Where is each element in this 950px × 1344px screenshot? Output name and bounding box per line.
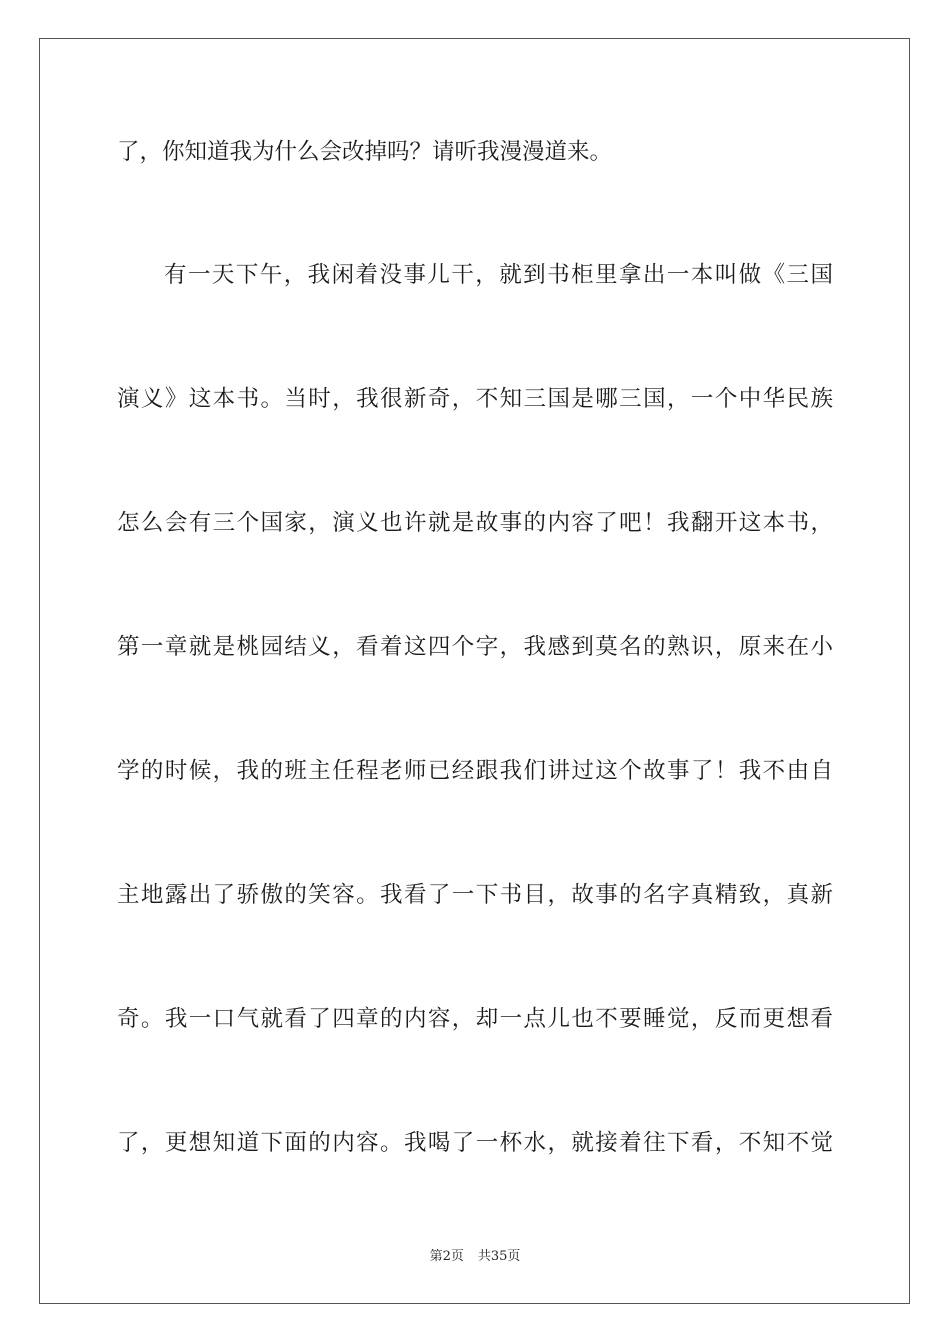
text-line-1: 了，你知道我为什么会改掉吗？请听我漫漫道来。: [117, 139, 613, 165]
text-line-9: 了，更想知道下面的内容。我喝了一杯水，就接着往下看，不知不觉: [117, 1130, 833, 1156]
page-border: [39, 38, 910, 1304]
page-footer: [0, 1248, 950, 1266]
text-line-6: 学的时候，我的班主任程老师已经跟我们讲过这个故事了！我不由自: [117, 758, 833, 784]
text-line-4: 怎么会有三个国家，演义也许就是故事的内容了吧！我翻开这本书，: [117, 510, 833, 536]
text-line-2: 有一天下午，我闲着没事儿干，就到书柜里拿出一本叫做《三国: [164, 262, 833, 288]
page-total: 共35页: [477, 1249, 521, 1264]
text-line-3: 演义》这本书。当时，我很新奇，不知三国是哪三国，一个中华民族: [117, 386, 833, 412]
page-number: 第2页: [429, 1249, 464, 1264]
text-line-5: 第一章就是桃园结义，看着这四个字，我感到莫名的熟识，原来在小: [117, 634, 833, 660]
text-line-8: 奇。我一口气就看了四章的内容，却一点儿也不要睡觉，反而更想看: [117, 1006, 833, 1032]
text-line-7: 主地露出了骄傲的笑容。我看了一下书目，故事的名字真精致，真新: [117, 882, 833, 908]
